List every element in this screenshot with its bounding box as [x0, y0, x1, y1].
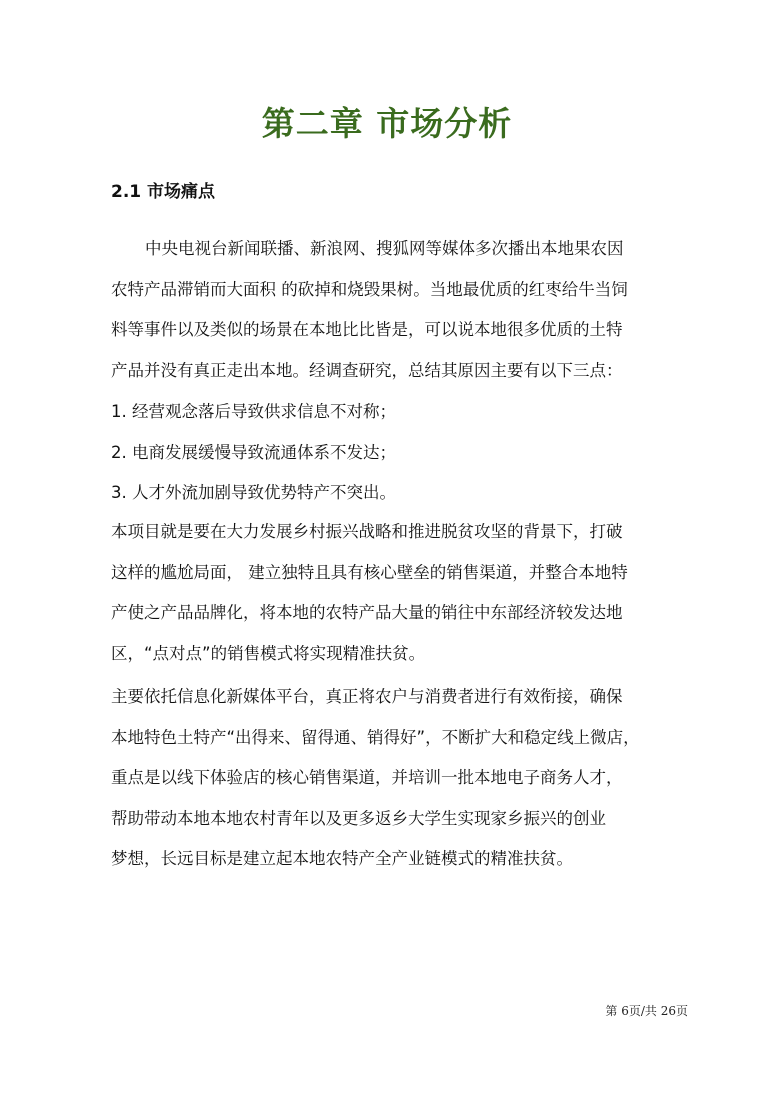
- paragraph-line: 产使之产品品牌化，将本地的农特产品大量的销往中东部经济较发达地: [111, 603, 623, 622]
- paragraph-line: 主要依托信息化新媒体平台，真正将农户与消费者进行有效衔接，确保: [111, 687, 623, 706]
- paragraph-line: 梦想，长远目标是建立起本地农特产全产业链模式的精准扶贫。: [111, 849, 573, 868]
- paragraph-line: 这样的尴尬局面， 建立独特且具有核心壁垒的销售渠道，并整合本地特: [111, 562, 628, 582]
- paragraph-line: 料等事件以及类似的场景在本地比比皆是，可以说本地很多优质的土特: [111, 320, 623, 339]
- reasons-list: [111, 392, 671, 514]
- paragraph-line: 产品并没有真正走出本地。经调查研究，总结其原因主要有以下三点：: [111, 360, 623, 380]
- section-heading: 2.1 市场痛点: [111, 182, 216, 202]
- paragraph-line: 中央电视台新闻联播、新浪网、搜狐网等媒体多次播出本地果农因: [145, 239, 624, 258]
- page-number: 第 6页/共 26页: [605, 1004, 688, 1018]
- list-item: 3. 人才外流加剧导致优势特产不突出。: [111, 483, 396, 502]
- paragraph-line: 区，“点对点”的销售模式将实现精准扶贫。: [111, 643, 426, 663]
- paragraph-line: 本地特色土特产“出得来、留得通、销得好”，不断扩大和稳定线上微店，: [111, 727, 640, 747]
- chapter-title: 第二章 市场分析: [261, 104, 513, 143]
- paragraph-project-goal: [111, 512, 671, 674]
- paragraph-line: 重点是以线下体验店的核心销售渠道，并培训一批本地电子商务人才，: [111, 768, 623, 787]
- paragraph-line: 农特产品滞销而大面积 的砍掉和烧毁果树。当地最优质的红枣给牛当饲: [111, 279, 628, 299]
- paragraph-market-pain-points: [111, 229, 671, 391]
- list-item: 2. 电商发展缓慢导致流通体系不发达；: [111, 442, 396, 462]
- list-item: 1. 经营观念落后导致供求信息不对称；: [111, 402, 396, 421]
- paragraph-line: 本项目就是要在大力发展乡村振兴战略和推进脱贫攻坚的背景下，打破: [111, 522, 623, 541]
- paragraph-platform-strategy: [111, 677, 671, 880]
- paragraph-line: 帮助带动本地本地农村青年以及更多返乡大学生实现家乡振兴的创业: [111, 808, 606, 828]
